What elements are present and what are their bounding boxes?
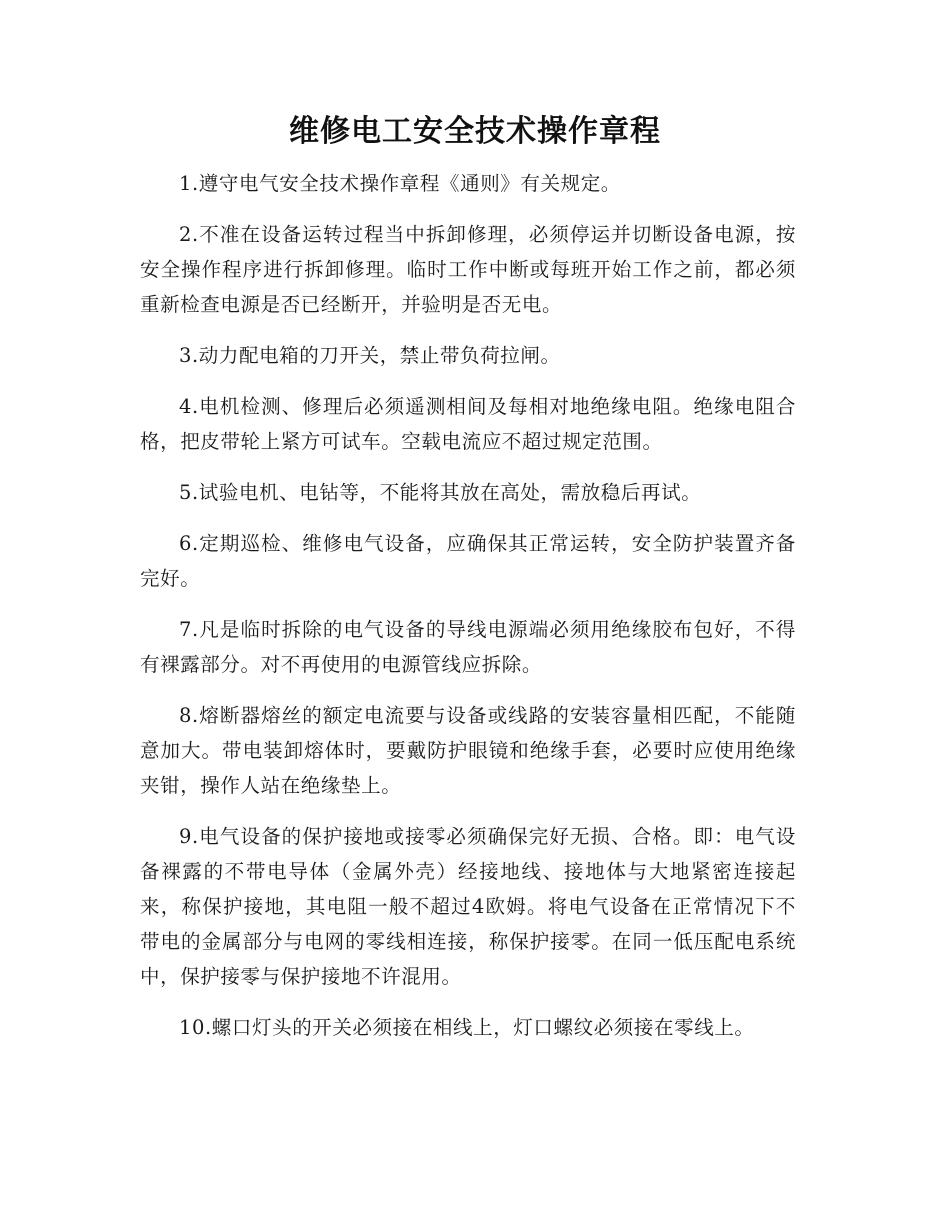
document-title: 维修电工安全技术操作章程 — [289, 114, 661, 149]
paragraph-rule-7: 7.凡是临时拆除的电气设备的导线电源端必须用绝缘胶布包好，不得有裸露部分。对不再使用的电源管线应拆除。 — [140, 618, 796, 676]
paragraph-rule-1: 1.遵守电气安全技术操作章程《通则》有关规定。 — [179, 172, 621, 195]
paragraph-rule-9: 9.电气设备的保护接地或接零必须确保完好无损、合格。即：电气设备裸露的不带电导体（金属外壳）经接地线、接地体与大地紧密连接起来，称保护接地，其电阻一般不超过4欧姆。将电气设备在正常情况下不带电的金属部分与电网的零线相连接，称保护接零。在同一低压配电系统中，保护接零与保护接地不许混用。 — [140, 825, 796, 988]
paragraph-rule-6: 6.定期巡检、维修电气设备，应确保其正常运转，安全防护装置齐备完好。 — [140, 532, 796, 590]
paragraph-rule-4: 4.电机检测、修理后必须遥测相间及每相对地绝缘电阻。绝缘电阻合格，把皮带轮上紧方可试车。空载电流应不超过规定范围。 — [140, 395, 796, 453]
paragraph-rule-8: 8.熔断器熔丝的额定电流要与设备或线路的安装容量相匹配，不能随意加大。带电装卸熔体时，要戴防护眼镜和绝缘手套，必要时应使用绝缘夹钳，操作人站在绝缘垫上。 — [140, 704, 796, 797]
paragraph-rule-3: 3.动力配电箱的刀开关，禁止带负荷拉闸。 — [179, 344, 561, 367]
paragraph-rule-5: 5.试验电机、电钻等，不能将其放在高处，需放稳后再试。 — [179, 481, 702, 504]
paragraph-rule-10: 10.螺口灯头的开关必须接在相线上，灯口螺纹必须接在零线上。 — [179, 1016, 755, 1039]
document-body — [140, 166, 796, 1061]
paragraph-rule-2: 2.不准在设备运转过程当中拆卸修理，必须停运并切断设备电源，按安全操作程序进行拆卸修理。临时工作中断或每班开始工作之前，都必须重新检查电源是否已经断开，并验明是否无电。 — [140, 223, 796, 316]
